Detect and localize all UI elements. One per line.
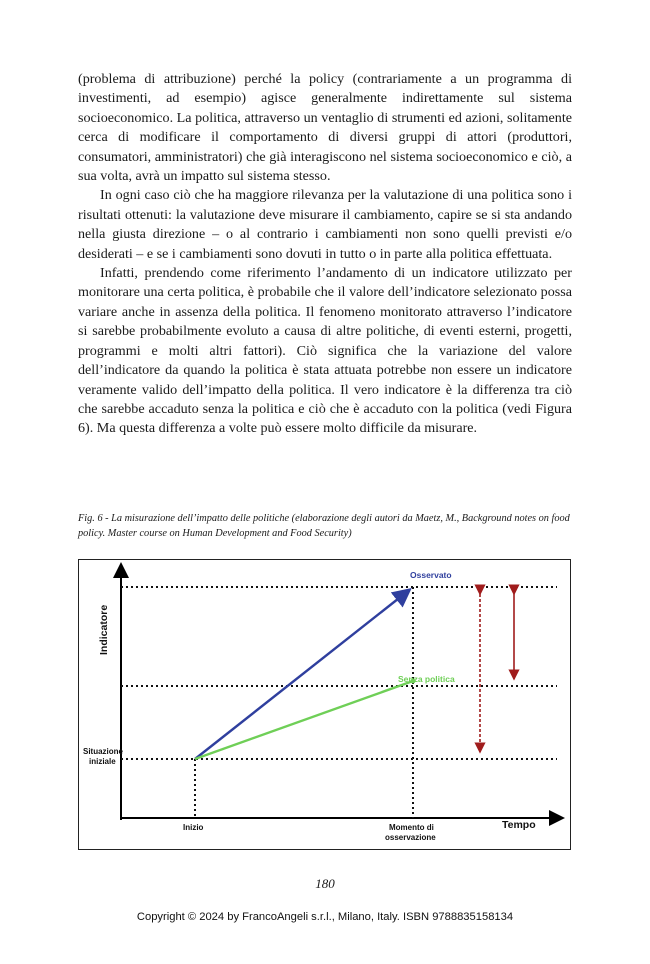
series-label-without-policy: Senza politica: [398, 674, 455, 684]
copyright-notice: Copyright © 2024 by FrancoAngeli s.r.l., Milano, Italy. ISBN 9788835158134: [136, 911, 514, 923]
series-line-without-policy: [195, 681, 413, 759]
paragraph-3: Infatti, prendendo come riferimento l’andamento di un indicatore utilizzato per monitorare una certa politica, è probabile che il valore dell’indicatore selezionato possa variare anche in assenza della politica. Il fenomeno monitorato attraverso l’indicatore si sarebbe probabilmente evoluto a causa di altre politiche, di eventi esterni, progetti, programmi e molti altri fattori). Ciò significa che la variazione del valore dell’indicatore da quando la politica è stata attuata potrebbe non essere un indicatore veramente valido dell’impatto della politica. Il vero indicatore è la differenza tra ciò che sarebbe accaduto senza la politica e ciò che è accaduto con la politica (vedi Figura 6). Ma questa differenza a volte può essere molto difficile da misurare.: [78, 265, 572, 437]
figure-caption: Fig. 6 - La misurazione dell’impatto delle politiche (elaborazione degli autori da Maetz, M., Background notes on food policy. Master course on Human Development and Food Security): [78, 513, 570, 539]
y-tick-initial-situation: Situazione iniziale: [83, 747, 124, 766]
series-label-observed: Osservato: [410, 570, 452, 580]
x-tick-start: Inizio: [183, 823, 204, 832]
x-axis-label: Tempo: [502, 819, 536, 831]
page-number: 180: [315, 876, 335, 891]
series-line-observed: [195, 591, 408, 759]
paragraph-1: (problema di attribuzione) perché la policy (contrariamente a un programma di investimenti, ad esempio) agisce generalmente indirettamente sul sistema socioeconomico. La politica, attraverso un ventaglio di strumenti ed azioni, solitamente cerca di modificare il comportamento di diversi gruppi di attori (produttori, consumatori, amministratori) che già interagiscono nel sistema socioeconomico e ciò, a sua volta, avrà un impatto sul sistema stesso.: [78, 71, 572, 185]
body-text: [78, 70, 572, 439]
paragraph-2: In ogni caso ciò che ha maggiore rilevanza per la valutazione di una politica sono i risultati ottenuti: la valutazione deve misurare il cambiamento, capire se si sta andando nella giusta direzione – o al contrario i cambiamenti non sono quelli previsti e/o desiderati – e se i cambiamenti sono dovuti in tutto o in parte alla politica effettuata.: [78, 187, 572, 262]
x-tick-observation-moment: Momento di osservazione: [385, 823, 436, 842]
figure-box: [78, 559, 571, 850]
impact-chart: [79, 560, 572, 851]
y-axis-label: Indicatore: [98, 604, 110, 655]
